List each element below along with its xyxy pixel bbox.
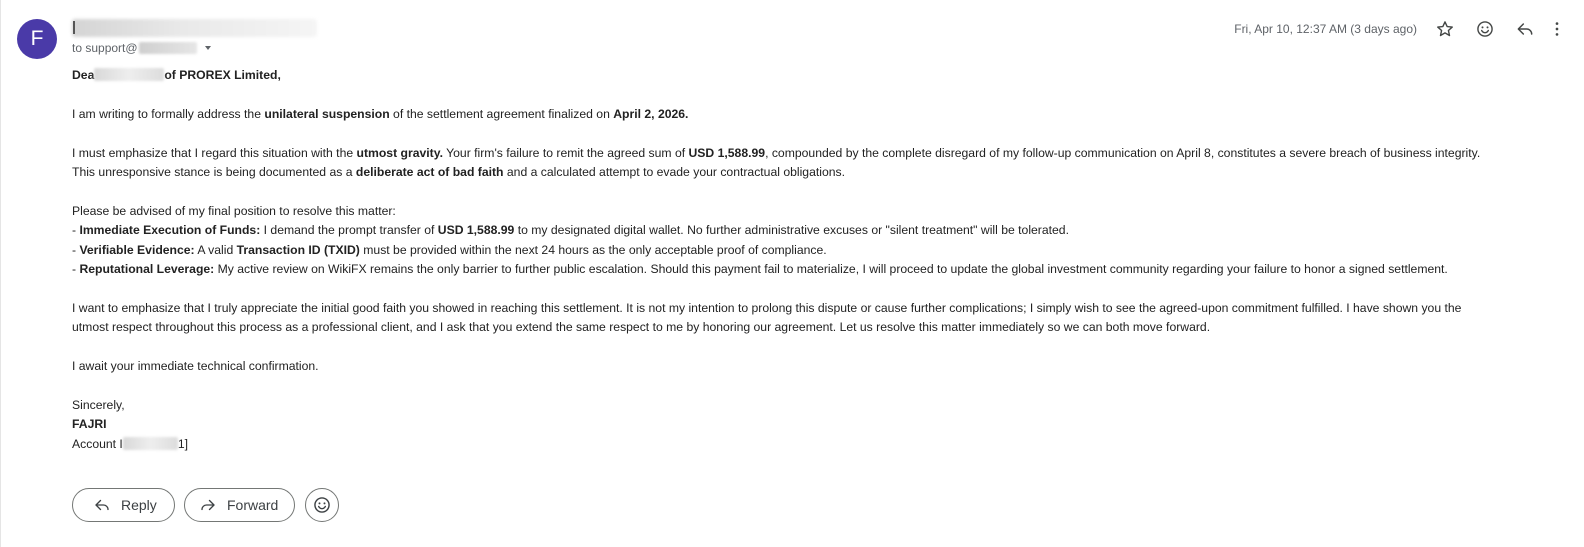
paragraph-5: I await your immediate technical confirmation. (72, 359, 319, 374)
forward-button-label: Forward (227, 497, 279, 513)
reply-icon (93, 496, 111, 514)
chevron-down-icon[interactable] (205, 46, 211, 50)
emoji-icon[interactable] (1465, 15, 1505, 43)
account-id: Account I 1] (72, 436, 188, 451)
reply-button-label: Reply (121, 497, 157, 513)
reply-button[interactable] (72, 488, 175, 522)
paragraph-1: I am writing to formally address the unilateral suspension of the settlement agreement finalized on April 2, 2026. (72, 106, 689, 121)
reply-icon[interactable] (1505, 15, 1545, 43)
avatar[interactable]: F (17, 19, 57, 59)
more-vert-icon[interactable] (1545, 15, 1569, 43)
greeting-redacted (94, 68, 164, 81)
message-date: Fri, Apr 10, 12:37 AM (3 days ago) (1234, 22, 1417, 36)
message-body (72, 66, 1572, 454)
forward-icon (199, 496, 217, 514)
paragraph-2-line-1: I must emphasize that I regard this situation with the utmost gravity. Your firm's failure to remit the agreed sum of USD 1,588.99, compounded by the complete disregard of my follow-up communication on April 8, constitutes a severe breach of business integrity. (72, 145, 1481, 160)
paragraph-4-line-1: I want to emphasize that I truly appreciate the initial good faith you showed in reaching this settlement. It is not my intention to prolong this dispute or cause further complications; I simply wish to see the agreed-upon commitment fulfilled. I have shown you the (72, 300, 1462, 315)
recipient-redacted (139, 42, 197, 54)
list-item: - Immediate Execution of Funds: I demand the prompt transfer of USD 1,588.99 to my designated digital wallet. No further administrative excuses or "silent treatment" will be tolerated. (72, 223, 1069, 238)
list-item: - Reputational Leverage: My active review on WikiFX remains the only barrier to further public escalation. Should this payment fail to materialize, I will proceed to update the global investment community regarding your failure to honor a signed settlement. (72, 262, 1448, 277)
emoji-icon (312, 495, 332, 515)
star-icon[interactable] (1425, 15, 1465, 43)
message-header-actions (1234, 15, 1569, 43)
signoff: Sincerely, (72, 397, 125, 412)
sender-name-redacted (72, 19, 317, 37)
paragraph-2-line-2: This unresponsive stance is being documented as a deliberate act of bad faith and a calculated attempt to evade your contractual obligations. (72, 165, 845, 179)
greeting: Dea of PROREX Limited, (72, 68, 281, 82)
forward-button[interactable] (184, 488, 295, 522)
recipient-line (72, 40, 211, 56)
paragraph-3-intro: Please be advised of my final position to resolve this matter: (72, 203, 396, 218)
reply-actions (72, 488, 348, 522)
divider (0, 0, 1, 547)
account-id-redacted (123, 437, 178, 450)
sender-name-initial (73, 21, 75, 34)
recipient-text: to support@ (72, 41, 138, 55)
paragraph-4-line-2: utmost respect throughout this process as a professional client, and I ask that you extend the same respect to me by honoring our agreement. Let us resolve this matter immediately so we can both move forward. (72, 320, 1211, 335)
list-item: - Verifiable Evidence: A valid Transaction ID (TXID) must be provided within the next 24 hours as the only acceptable proof of compliance. (72, 242, 827, 257)
emoji-reaction-button[interactable] (305, 488, 339, 522)
signature-name: FAJRI (72, 417, 107, 432)
